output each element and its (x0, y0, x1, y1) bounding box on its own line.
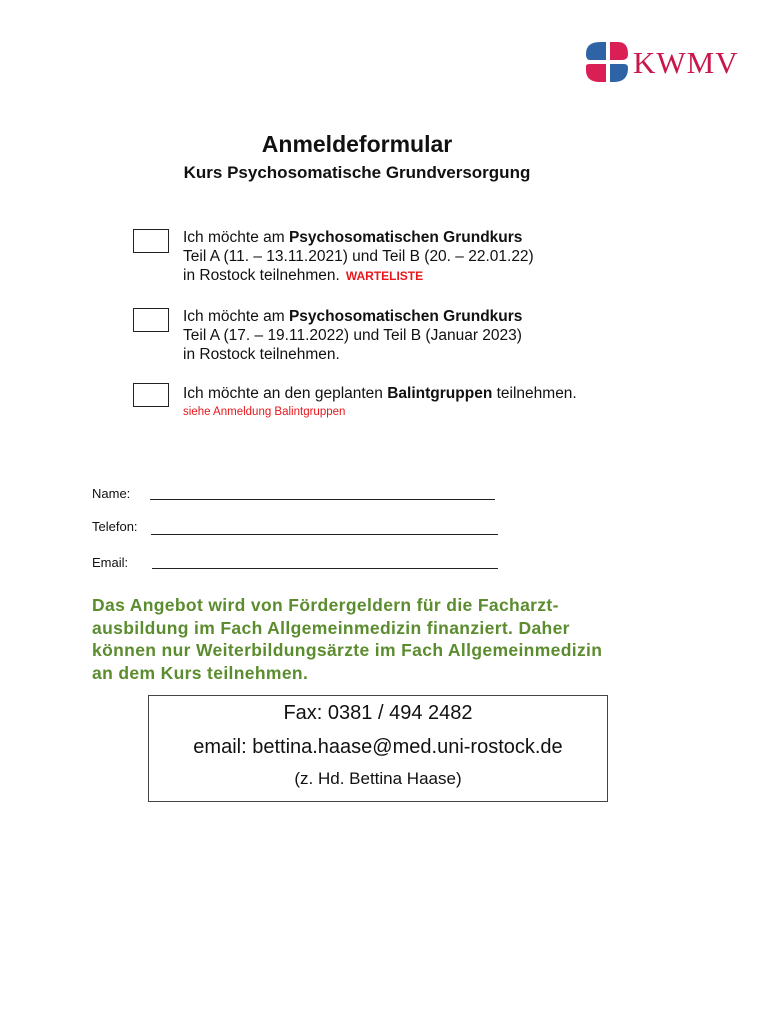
checkbox-option-3[interactable] (133, 383, 169, 407)
notice-line-2: ausbildung im Fach Allgemeinmedizin finanziert. Daher (92, 617, 570, 638)
phone-label: Telefon: (92, 519, 138, 534)
option-2-line1: Ich möchte am (183, 308, 289, 325)
contact-attention: (z. Hd. Bettina Haase) (294, 769, 462, 788)
option-2-dates: Teil A (17. – 19.11.2022) und Teil B (Januar 2023) (183, 327, 522, 344)
option-1-dates: Teil A (11. – 13.11.2021) und Teil B (20. – 22.01.22) (183, 248, 534, 265)
fax-number: Fax: 0381 / 494 2482 (283, 702, 473, 724)
logo-wordmark: KWMV (633, 45, 739, 80)
checkbox-option-1[interactable] (133, 229, 169, 253)
form-subtitle: Kurs Psychosomatische Grundversorgung (183, 163, 531, 182)
phone-field[interactable] (92, 519, 138, 534)
phone-line[interactable] (151, 534, 498, 535)
form-title: Anmeldeformular (261, 131, 453, 157)
contact-email[interactable]: email: bettina.haase@med.uni-rostock.de (193, 736, 563, 758)
email-line[interactable] (152, 568, 498, 569)
option-3-course: Balintgruppen (387, 385, 493, 402)
option-2-course: Psychosomatischen Grundkurs (288, 308, 523, 325)
option-1-line1: Ich möchte am (183, 229, 289, 246)
option-3-line1: Ich möchte an den geplanten (183, 385, 388, 402)
contact-box (148, 695, 608, 802)
option-2-location: in Rostock teilnehmen. (183, 346, 340, 363)
option-1-course: Psychosomatischen Grundkurs (288, 229, 523, 246)
kwmv-logo-mark (584, 40, 630, 84)
option-3-text (183, 384, 663, 422)
balint-note: siehe Anmeldung Balintgruppen (183, 406, 346, 418)
option-1-location: in Rostock teilnehmen. (183, 267, 340, 284)
option-3-line1-end: teilnehmen. (492, 385, 577, 402)
email-field[interactable] (92, 555, 128, 570)
option-1-text (183, 228, 663, 286)
checkbox-option-2[interactable] (133, 308, 169, 332)
email-label: Email: (92, 555, 129, 570)
notice-line-1: Das Angebot wird von Fördergeldern für die Facharzt- (92, 595, 559, 615)
funding-notice (92, 594, 712, 684)
name-line[interactable] (150, 499, 495, 500)
kwmv-logo (584, 40, 744, 88)
name-field[interactable] (92, 486, 130, 501)
option-2-text (183, 307, 663, 364)
notice-line-3: können nur Weiterbildungsärzte im Fach Allgemeinmedizin (92, 640, 603, 660)
waitlist-badge: WARTELISTE (345, 269, 424, 283)
notice-line-4: an dem Kurs teilnehmen. (92, 662, 309, 683)
name-label: Name: (92, 486, 131, 501)
